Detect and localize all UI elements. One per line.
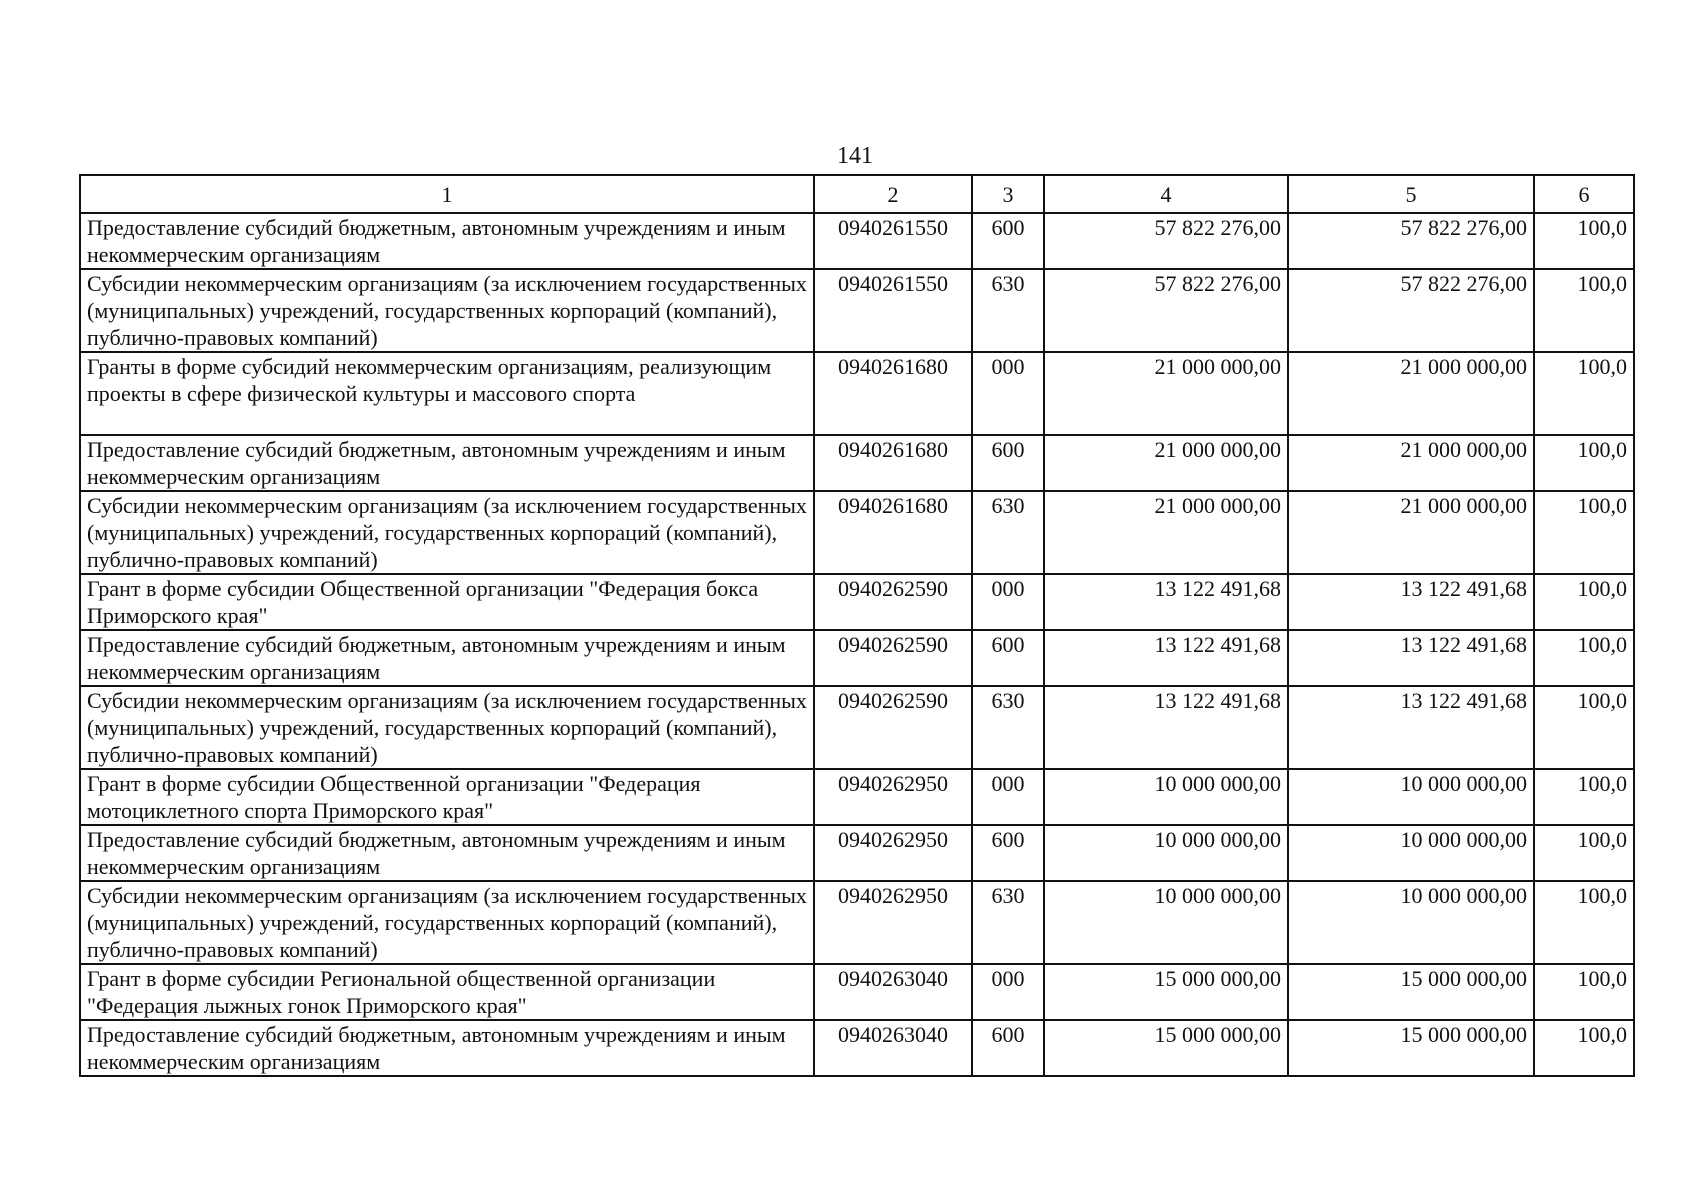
row-plan: 10 000 000,00 bbox=[1044, 825, 1288, 881]
row-fact: 10 000 000,00 bbox=[1288, 769, 1534, 825]
row-fact: 10 000 000,00 bbox=[1288, 825, 1534, 881]
row-vr: 630 bbox=[972, 491, 1044, 574]
row-name: Предоставление субсидий бюджетным, автономным учреждениям и иным некоммерческим организациям bbox=[80, 825, 814, 881]
row-vr: 600 bbox=[972, 435, 1044, 491]
row-name: Грант в форме субсидии Региональной общественной организации "Федерация лыжных гонок Приморского края" bbox=[80, 964, 814, 1020]
table-row bbox=[80, 881, 1634, 964]
row-percent: 100,0 bbox=[1534, 630, 1634, 686]
row-plan: 13 122 491,68 bbox=[1044, 630, 1288, 686]
header-col-1: 1 bbox=[80, 175, 814, 213]
row-code: 0940263040 bbox=[814, 1020, 972, 1076]
row-fact: 15 000 000,00 bbox=[1288, 1020, 1534, 1076]
row-code: 0940262590 bbox=[814, 630, 972, 686]
row-plan: 10 000 000,00 bbox=[1044, 881, 1288, 964]
row-name: Предоставление субсидий бюджетным, автономным учреждениям и иным некоммерческим организациям bbox=[80, 630, 814, 686]
row-percent: 100,0 bbox=[1534, 964, 1634, 1020]
table-row bbox=[80, 213, 1634, 269]
row-percent: 100,0 bbox=[1534, 825, 1634, 881]
row-vr: 630 bbox=[972, 881, 1044, 964]
row-plan: 57 822 276,00 bbox=[1044, 269, 1288, 352]
table-row bbox=[80, 491, 1634, 574]
row-code: 0940262950 bbox=[814, 881, 972, 964]
row-vr: 600 bbox=[972, 630, 1044, 686]
row-vr: 600 bbox=[972, 1020, 1044, 1076]
table-body bbox=[80, 213, 1634, 1076]
row-percent: 100,0 bbox=[1534, 769, 1634, 825]
row-fact: 57 822 276,00 bbox=[1288, 269, 1534, 352]
row-name: Предоставление субсидий бюджетным, автономным учреждениям и иным некоммерческим организациям bbox=[80, 213, 814, 269]
row-code: 0940262950 bbox=[814, 825, 972, 881]
row-plan: 21 000 000,00 bbox=[1044, 352, 1288, 435]
row-name: Субсидии некоммерческим организациям (за исключением государственных (муниципальных) учреждений, государственных корпораций (компаний), публично-правовых компаний) bbox=[80, 269, 814, 352]
row-name: Предоставление субсидий бюджетным, автономным учреждениям и иным некоммерческим организациям bbox=[80, 1020, 814, 1076]
row-code: 0940261550 bbox=[814, 213, 972, 269]
row-fact: 21 000 000,00 bbox=[1288, 352, 1534, 435]
table-row bbox=[80, 825, 1634, 881]
row-percent: 100,0 bbox=[1534, 435, 1634, 491]
row-fact: 21 000 000,00 bbox=[1288, 435, 1534, 491]
row-name: Предоставление субсидий бюджетным, автономным учреждениям и иным некоммерческим организациям bbox=[80, 435, 814, 491]
row-name: Субсидии некоммерческим организациям (за исключением государственных (муниципальных) учреждений, государственных корпораций (компаний), публично-правовых компаний) bbox=[80, 491, 814, 574]
table-header bbox=[80, 175, 1634, 213]
row-code: 0940261550 bbox=[814, 269, 972, 352]
row-plan: 10 000 000,00 bbox=[1044, 769, 1288, 825]
row-name: Грант в форме субсидии Общественной организации "Федерация бокса Приморского края" bbox=[80, 574, 814, 630]
table-row bbox=[80, 686, 1634, 769]
row-plan: 57 822 276,00 bbox=[1044, 213, 1288, 269]
table-row bbox=[80, 630, 1634, 686]
row-code: 0940262950 bbox=[814, 769, 972, 825]
header-col-4: 4 bbox=[1044, 175, 1288, 213]
row-plan: 13 122 491,68 bbox=[1044, 574, 1288, 630]
row-plan: 21 000 000,00 bbox=[1044, 435, 1288, 491]
table-row bbox=[80, 964, 1634, 1020]
row-vr: 000 bbox=[972, 574, 1044, 630]
page-number: 141 bbox=[837, 143, 873, 169]
table-row bbox=[80, 435, 1634, 491]
row-plan: 21 000 000,00 bbox=[1044, 491, 1288, 574]
row-name: Субсидии некоммерческим организациям (за исключением государственных (муниципальных) учреждений, государственных корпораций (компаний), публично-правовых компаний) bbox=[80, 686, 814, 769]
table-row bbox=[80, 352, 1634, 435]
row-percent: 100,0 bbox=[1534, 881, 1634, 964]
table-row bbox=[80, 574, 1634, 630]
row-fact: 57 822 276,00 bbox=[1288, 213, 1534, 269]
row-plan: 15 000 000,00 bbox=[1044, 964, 1288, 1020]
table-row bbox=[80, 769, 1634, 825]
row-name: Грант в форме субсидии Общественной организации "Федерация мотоциклетного спорта Приморского края" bbox=[80, 769, 814, 825]
row-percent: 100,0 bbox=[1534, 269, 1634, 352]
row-vr: 000 bbox=[972, 352, 1044, 435]
row-code: 0940261680 bbox=[814, 352, 972, 435]
row-fact: 15 000 000,00 bbox=[1288, 964, 1534, 1020]
table-row bbox=[80, 269, 1634, 352]
header-row bbox=[80, 175, 1634, 213]
row-plan: 15 000 000,00 bbox=[1044, 1020, 1288, 1076]
table-row bbox=[80, 1020, 1634, 1076]
header-col-2: 2 bbox=[814, 175, 972, 213]
budget-table bbox=[79, 174, 1635, 1077]
header-col-3: 3 bbox=[972, 175, 1044, 213]
row-vr: 630 bbox=[972, 269, 1044, 352]
header-col-6: 6 bbox=[1534, 175, 1634, 213]
row-percent: 100,0 bbox=[1534, 491, 1634, 574]
row-vr: 600 bbox=[972, 825, 1044, 881]
row-code: 0940263040 bbox=[814, 964, 972, 1020]
row-percent: 100,0 bbox=[1534, 213, 1634, 269]
row-percent: 100,0 bbox=[1534, 1020, 1634, 1076]
row-code: 0940261680 bbox=[814, 435, 972, 491]
row-vr: 000 bbox=[972, 769, 1044, 825]
row-fact: 13 122 491,68 bbox=[1288, 574, 1534, 630]
row-name: Субсидии некоммерческим организациям (за исключением государственных (муниципальных) учреждений, государственных корпораций (компаний), публично-правовых компаний) bbox=[80, 881, 814, 964]
row-fact: 13 122 491,68 bbox=[1288, 686, 1534, 769]
row-fact: 21 000 000,00 bbox=[1288, 491, 1534, 574]
row-code: 0940262590 bbox=[814, 574, 972, 630]
row-vr: 000 bbox=[972, 964, 1044, 1020]
row-name: Гранты в форме субсидий некоммерческим организациям, реализующим проекты в сфере физической культуры и массового спорта bbox=[80, 352, 814, 435]
row-code: 0940262590 bbox=[814, 686, 972, 769]
row-fact: 13 122 491,68 bbox=[1288, 630, 1534, 686]
row-percent: 100,0 bbox=[1534, 352, 1634, 435]
row-code: 0940261680 bbox=[814, 491, 972, 574]
row-vr: 600 bbox=[972, 213, 1044, 269]
row-fact: 10 000 000,00 bbox=[1288, 881, 1534, 964]
header-col-5: 5 bbox=[1288, 175, 1534, 213]
row-plan: 13 122 491,68 bbox=[1044, 686, 1288, 769]
row-percent: 100,0 bbox=[1534, 686, 1634, 769]
row-percent: 100,0 bbox=[1534, 574, 1634, 630]
row-vr: 630 bbox=[972, 686, 1044, 769]
